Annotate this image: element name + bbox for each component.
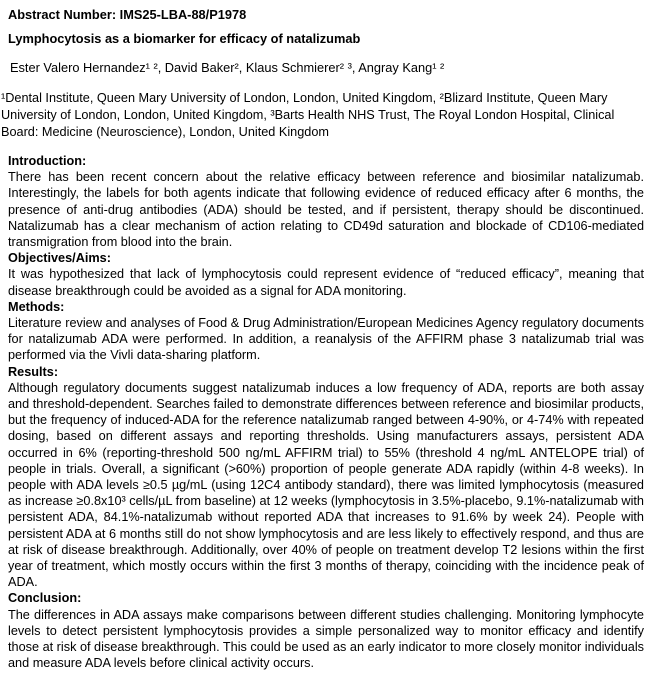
abstract-sections [8,153,644,672]
section-conclusion-heading: Conclusion: [8,591,82,606]
section-introduction-heading: Introduction: [8,154,87,168]
affiliations: ¹Dental Institute, Queen Mary University of London, London, United Kingdom, ²Blizard Institute, Queen Mary University of London, London, United Kingdom, ³Barts Health NHS Trust, The Royal London Hospital, Clinical Board: Medicine (Neuroscience), London, United Kingdom [1,91,615,139]
section-results-body: Although regulatory documents suggest natalizumab induces a low frequency of ADA, reports are both assay and threshold-dependent. Searches failed to demonstrate differences between reference and biosimilar products, but the frequency of induced-ADA for the reference natalizumab ranged between 4-90%, or 4-74% with repeated dosing, based on different assays and reporting thresholds. Using manufacturers assays, persistent ADA occurred in 6% (reporting-threshold 500 ng/mL AFFIRM trial) to 55% (threshold 4 ng/mL ANTELOPE trial) of people in trials. Overall, a significant (>60%) proportion of people generate ADA rapidly (within 4-8 weeks). In people with ADA levels ≥0.5 µg/mL (using 12C4 antibody standard), there was limited lymphocytosis (measured as increase ≥0.8x10³ cells/µL from baseline) at 12 weeks (lymphocytosis in 3.5%-placebo, 9.1%-natalizumab with persistent ADA, 84.1%-natalizumab without reported ADA that increases to 91.6% by week 24). People with persistent ADA at 6 months still do not show lymphocytosis and are less likely to effectively respond, and thus are at risk of disease breakthrough. Additionally, over 40% of people on treatment develop T2 lesions within the first year of treatment, which mostly occurs within the first 3 months of therapy, coinciding with the incidence peak of ADA. [8,380,644,590]
section-methods [8,299,644,364]
section-introduction-body: There has been recent concern about the relative efficacy between reference and biosimilar natalizumab. Interestingly, the labels for both agents indicate that following evidence of reduced efficacy after 6 months, the presence of anti-drug antibodies (ADA) should be tested, and if persistent, therapy should be discontinued. Natalizumab has a clear mechanism of action relating to CD49d saturation and blockade of CD106-mediated transmigration from blood into the brain. [8,170,644,250]
section-conclusion-body: The differences in ADA assays make comparisons between different studies challenging. Monitoring lymphocyte levels to detect persistent lymphocytosis provides a simple personalized way to monitor efficacy and identify those at risk of disease breakthrough. This could be used as an early indicator to more closely monitor individuals and measure ADA levels before clinical activity occurs. [8,607,644,671]
section-objectives-aims-heading: Objectives/Aims: [8,251,111,266]
abstract-title: Lymphocytosis as a biomarker for efficacy of natalizumab [8,31,361,46]
author-list: Ester Valero Hernandez¹ ², David Baker², Klaus Schmierer² ³, Angray Kang¹ ² [10,60,445,75]
section-objectives-aims-body: It was hypothesized that lack of lymphocytosis could represent evidence of “reduced efficacy”, meaning that disease breakthrough could be avoided as a signal for ADA monitoring. [8,267,644,298]
section-objectives-aims [8,250,644,299]
abstract-number: Abstract Number: IMS25-LBA-88/P1978 [8,7,247,22]
section-methods-heading: Methods: [8,299,65,314]
section-methods-body: Literature review and analyses of Food & Drug Administration/European Medicines Agency regulatory documents for natalizumab ADA were performed. In addition, a reanalysis of the AFFIRM phase 3 natalizumab trial was performed via the Vivli data-sharing platform. [8,316,644,363]
section-results [8,364,644,591]
section-results-heading: Results: [8,364,59,379]
section-introduction [8,153,644,250]
section-conclusion [8,590,644,671]
